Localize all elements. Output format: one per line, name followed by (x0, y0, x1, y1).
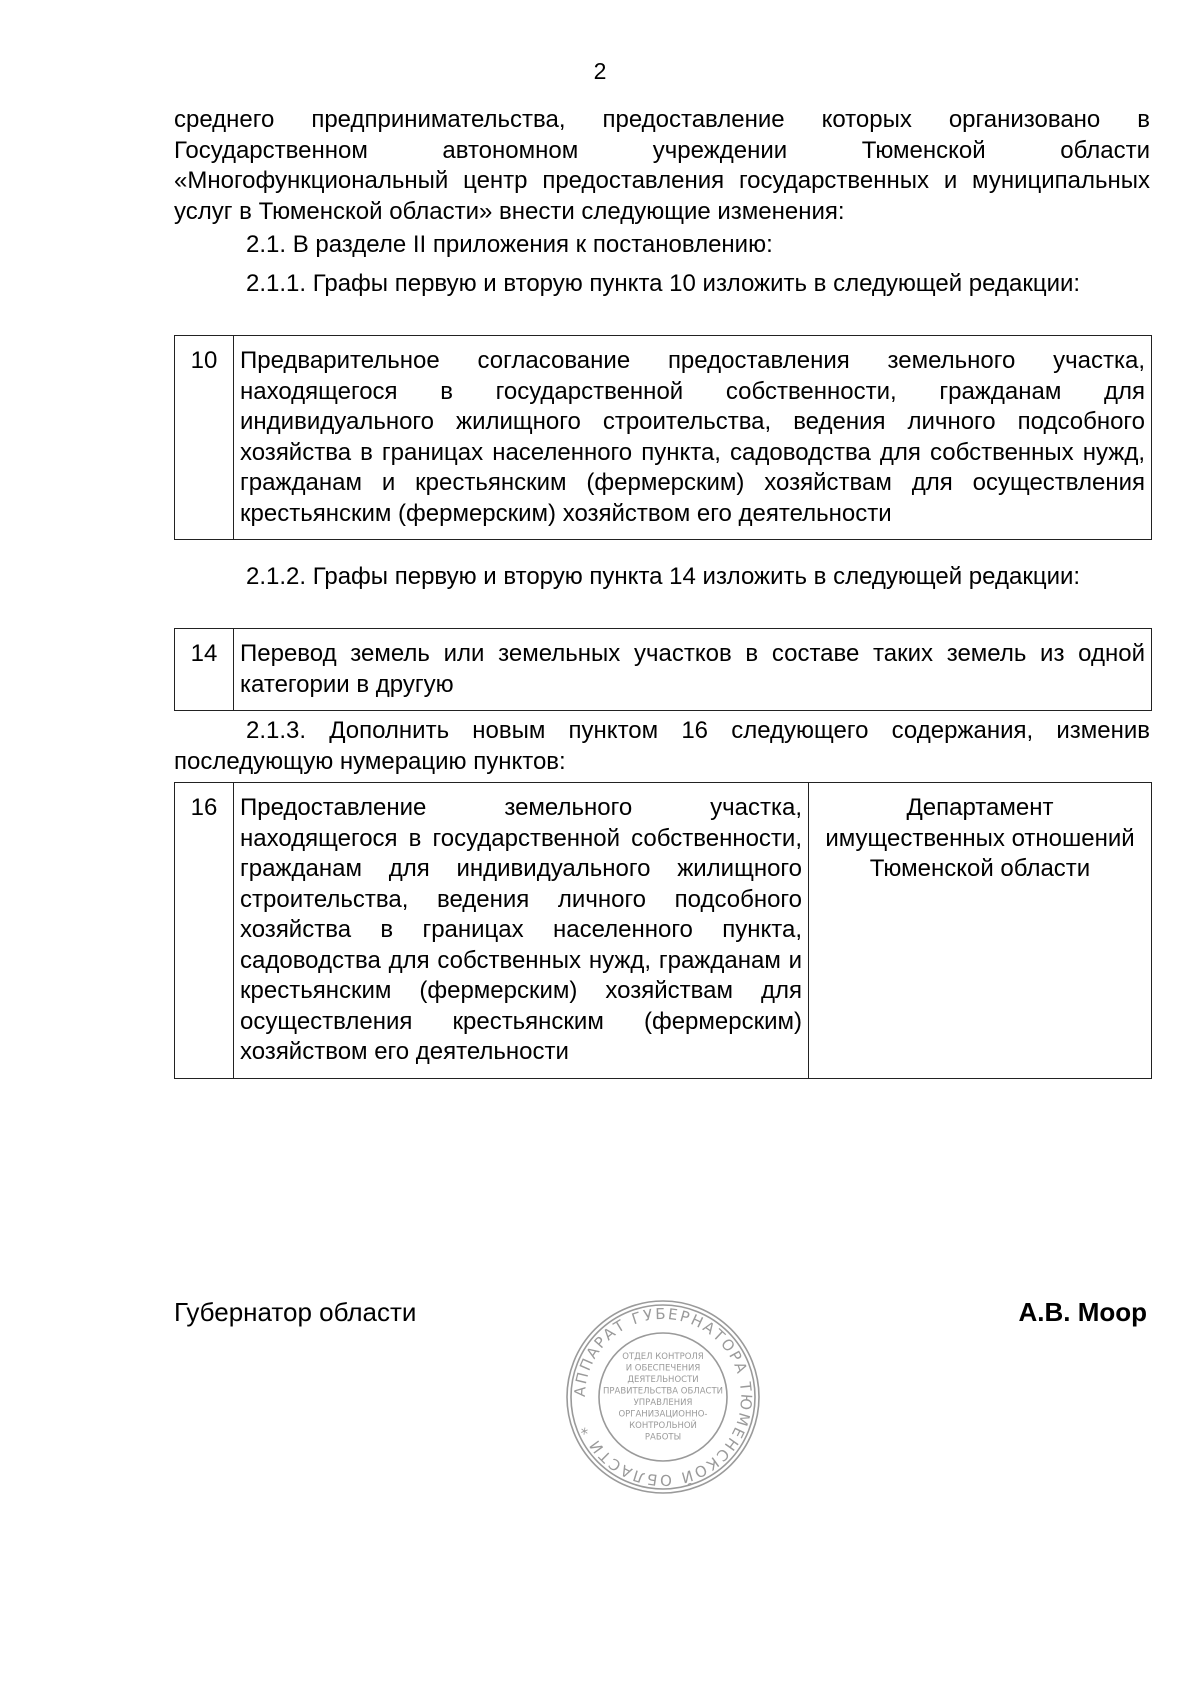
item-2-1-1: 2.1.1. Графы первую и вторую пункта 10 изложить в следующей редакции: (246, 270, 1081, 297)
row-department: Департамент имущественных отношений Тюменской области (809, 783, 1152, 1079)
seal-inner-line: ОРГАНИЗАЦИОННО- (618, 1409, 708, 1420)
seal-inner-line: ОТДЕЛ КОНТРОЛЯ (622, 1352, 704, 1362)
row-number: 10 (175, 336, 234, 540)
seal-inner-line: И ОБЕСПЕЧЕНИЯ (625, 1363, 701, 1374)
row-number: 14 (175, 629, 234, 711)
row-text: Предварительное согласование предоставления земельного участка, находящегося в государственной собственности, гражданам для индивидуального жилищного строительства, ведения личного подсобного хозяйства в границах населенного пункта, садоводства для собственных нужд, гражданам и крестьянским (фермерским) хозяйствам для осуществления крестьянским (фермерским) хозяйством его деятельности (234, 336, 1152, 540)
row-text: Предоставление земельного участка, находящегося в государственной собственности, гражданам для индивидуального жилищного строительства, ведения личного подсобного хозяйства в границах населенного пункта, садоводства для собственных нужд, гражданам и крестьянским (фермерским) хозяйствам для осуществления крестьянским (фермерским) хозяйством его деятельности (234, 783, 809, 1079)
table-item-10 (174, 335, 1152, 540)
row-text: Перевод земель или земельных участков в составе таких земель из одной категории в другую (234, 629, 1152, 711)
official-seal (563, 1297, 763, 1497)
seal-inner-line: ПРАВИТЕЛЬСТВА ОБЛАСТИ (603, 1386, 723, 1397)
seal-inner-line: УПРАВЛЕНИЯ (633, 1398, 693, 1408)
table-row (175, 783, 1152, 1079)
seal-outer-ring (567, 1301, 759, 1493)
item-2-1: 2.1. В разделе II приложения к постановлению: (246, 231, 773, 258)
table-item-14 (174, 628, 1152, 711)
item-2-1-3: 2.1.3. Дополнить новым пунктом 16 следующего содержания, изменив последующую нумерацию пунктов: (174, 717, 1150, 775)
signatory-position: Губернатор области (174, 1297, 417, 1327)
seal-outer-textpath: АППАРАТ ГУБЕРНАТОРА ТЮМЕНСКОЙ ОБЛАСТИ * (570, 1304, 756, 1490)
row-number: 16 (175, 783, 234, 1079)
intro-paragraph: среднего предпринимательства, предоставление которых организовано в Государственном автономном учреждении Тюменской области «Многофункциональный центр предоставления государственных и муниципальных услуг в Тюменской области» внести следующие изменения: (174, 106, 1150, 225)
item-2-1-2: 2.1.2. Графы первую и вторую пункта 14 изложить в следующей редакции: (246, 563, 1081, 590)
seal-inner-text (603, 1352, 723, 1443)
table-row (175, 629, 1152, 711)
page-number: 2 (593, 58, 607, 84)
signatory-name: А.В. Моор (1018, 1297, 1147, 1327)
seal-inner-line: РАБОТЫ (644, 1432, 682, 1443)
table-row (175, 336, 1152, 540)
seal-inner-line: ДЕЯТЕЛЬНОСТИ (627, 1375, 699, 1385)
table-item-16 (174, 782, 1152, 1079)
seal-inner-line: КОНТРОЛЬНОЙ (629, 1421, 697, 1431)
